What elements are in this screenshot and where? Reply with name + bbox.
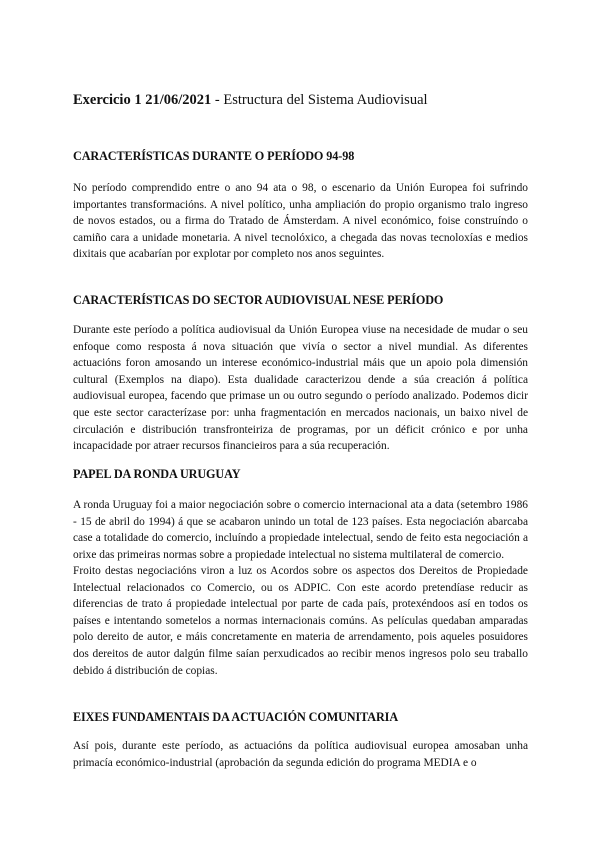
section-paragraph: A ronda Uruguay foi a maior negociación sobre o comercio internacional ata a data (setembro 1986 - 15 de abril do 1994) á que se acabaron unindo un total de 123 países. Esta negociación abarcaba case a totalidade do comercio, incluíndo a propiedade intelectual, sendo de feito esta negociación a orixe das primeiras normas sobre a propiedade intelectual no sistema multilateral de comercio.	[73, 499, 528, 561]
section-heading-uruguay-round: PAPEL DA RONDA URUGUAY	[73, 467, 241, 481]
title-exercise-date: Exercicio 1 21/06/2021	[73, 92, 212, 108]
section-heading-fundamental-axes: EIXES FUNDAMENTAIS DA ACTUACIÓN COMUNITARIA	[73, 710, 399, 724]
section-paragraph: Durante este período a política audiovisual da Unión Europea viuse na necesidade de mudar o seu enfoque como resposta á nova situación que vivía o sector a nivel mundial. As diferentes actuacións foron amosando un interese económico-industrial máis que un apoio pola dimensión cultural (Exemplos na diapo). Esta dualidade caracterizou dende a súa creación á política audiovisual europea, facendo que primase un ou outro segundo o período analizado. Podemos dicir que este sector caracterízase por: unha fragmentación en mercados nacionais, un baixo nivel de circulación e distribución transfronteiriza de programas, por un déficit crónico e por unha incapacidade por atraer recursos financieiros para a súa recuperación.	[73, 324, 528, 453]
section-heading-period: CARACTERÍSTICAS DURANTE O PERÍODO 94-98	[73, 149, 355, 163]
section-paragraph: Así pois, durante este período, as actuacións da política audiovisual europea amosaban unha primacía económico-industrial (aprobación da segunda edición do programa MEDIA e o	[73, 740, 528, 769]
section-paragraph: Froito destas negociacións viron a luz os Acordos sobre os aspectos dos Dereitos de Propiedade Intelectual relacionados co Comercio, ou os ADPIC. Con este acordo pretendíase reducir as diferencias de trato á propiedade intelectual por parte de cada país, protexéndoos así en todos os países e intentando sometelos a normas internacionais comúns. As películas quedaban amparadas polo dereito de autor, e máis concretamente en materia de arrendamento, pois aqueles posuidores dos dereitos de autor dalgún filme saían perxudicados ao recibir menos ingresos polo seu traballo debido á distribución de copias.	[73, 565, 528, 677]
section-heading-audiovisual-sector: CARACTERÍSTICAS DO SECTOR AUDIOVISUAL NESE PERÍODO	[73, 293, 444, 307]
page-title	[73, 91, 543, 109]
section-paragraph: No período comprendido entre o ano 94 ata o 98, o escenario da Unión Europea foi sufrindo importantes transformacións. A nivel político, unha ampliación do propio organismo tralo ingreso de novos estados, ou a firma do Tratado de Ámsterdam. A nivel económico, foise construíndo o camiño cara a unidade monetaria. A nivel tecnolóxico, a chegada das novas tecnoloxías e medios dixitais que acabarían por explotar por completo nos anos seguintes.	[73, 182, 528, 261]
title-subject: - Estructura del Sistema Audiovisual	[211, 92, 428, 108]
